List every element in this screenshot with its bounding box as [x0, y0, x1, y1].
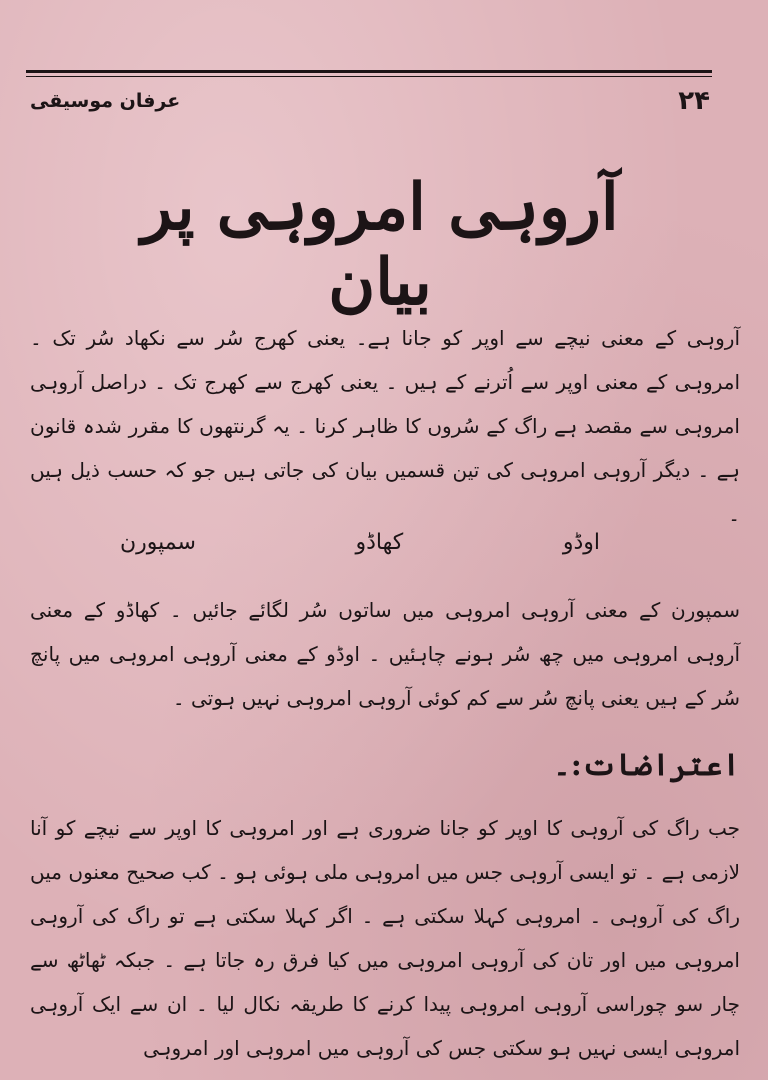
types-list — [120, 530, 600, 555]
running-title: عرفان موسیقی — [30, 90, 181, 112]
paragraph-types: سمپورن کے معنی آروہی امروہی میں ساتوں سُر لگائے جائیں ۔ کھاڈو کے معنی آروہی امروہی میں چھ سُر ہونے چاہئیں ۔ اوڈو کے معنی آروہی امروہی میں پانچ سُر کے ہیں یعنی پانچ سُر سے کم کوئی آروہی امروہی نہیں ہوتی ۔ — [30, 598, 740, 710]
header-rule-thick — [26, 70, 712, 73]
chapter-heading: آروہی امروہی پر بیان — [141, 170, 619, 320]
paragraph-objections: جب راگ کی آروہی کا اوپر کو جانا ضروری ہے اور امروہی کا اوپر سے نیچے کو آنا لازمی ہے ۔ تو ایسی آروہی جس میں امروہی ملی ہوئی ہو ۔ کب صحیح معنوں میں راگ کی آروہی ۔ امروہی کہلا سکتی ہے ۔ اگر کہلا سکتی ہے تو راگ کی آروہی امروہی میں اور تان کی آروہی امروہی میں کیا فرق رہ جاتا ہے ۔ جبکہ ٹھاٹھ سے چار سو چوراسی آروہی امروہی پیدا کرنے کا طریقہ نکال لیا ۔ ان سے ایک آروہی امروہی ایسی نہیں ہو سکتی جس کی آروہی میں امروہی اور امروہی — [30, 816, 740, 1060]
type-khadav: کھاڈو — [355, 530, 404, 555]
type-odav: اوڈو — [562, 530, 600, 555]
objections-heading: اعتراضات:۔ — [553, 748, 740, 783]
header-rule-thin — [26, 76, 712, 77]
type-sampooran: سمپورن — [120, 530, 196, 555]
paragraph-intro: آروہی کے معنی نیچے سے اوپر کو جانا ہے۔ یعنی کھرج سُر سے نکھاد سُر تک ۔ امروہی کے معنی اوپر سے اُترنے کے ہیں ۔ یعنی کھرج سے کھرج تک ۔ دراصل آروہی امروہی سے مقصد ہے راگ کے سُروں کا ظاہر کرنا ۔ یہ گرنتھوں کا مقرر شدہ قانون ہے ۔ دیگر آروہی امروہی کی تین قسمیں بیان کی جاتی ہیں جو کہ حسب ذیل ہیں ۔ — [30, 326, 740, 526]
page-number: ۲۴ — [678, 86, 710, 116]
